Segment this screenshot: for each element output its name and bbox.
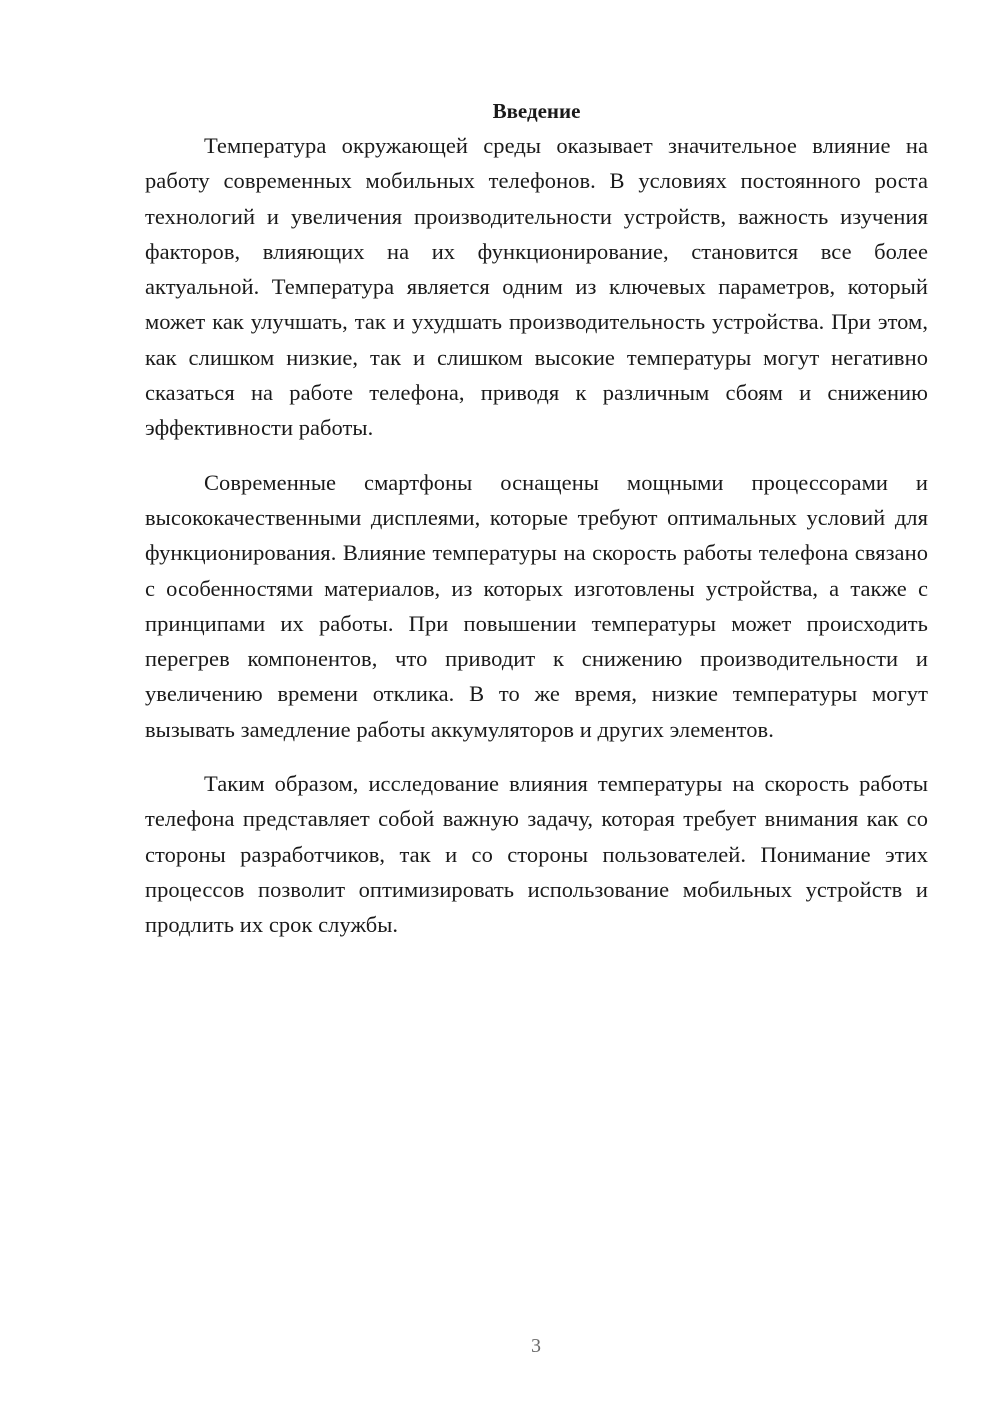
paragraph-2: Современные смартфоны оснащены мощными процессорами и высококачественными дисплеями, которые требуют оптимальных условий для функционирования. Влияние температуры на скорость работы телефона связано с особенностями материалов, из которых изготовлены устройства, а также с принципами их работы. При повышении температуры может происходить перегрев компонентов, что приводит к снижению производительности и увеличению времени отклика. В то же время, низкие температуры могут вызывать замедление работы аккумуляторов и других элементов. bbox=[145, 469, 928, 742]
paragraph-3: Таким образом, исследование влияния температуры на скорость работы телефона представляет собой важную задачу, которая требует внимания как со стороны разработчиков, так и со стороны пользователей. Понимание этих процессов позволит оптимизировать использование мобильных устройств и продлить их срок службы. bbox=[145, 771, 928, 938]
page-body bbox=[145, 96, 928, 943]
page-number: 3 bbox=[531, 1335, 541, 1357]
paragraph-1: Температура окружающей среды оказывает значительное влияние на работу современных мобильных телефонов. В условиях постоянного роста технологий и увеличения производительности устройств, важность изучения факторов, влияющих на их функционирование, становится все более актуальной. Температура является одним из ключевых параметров, который может как улучшать, так и ухудшать производительность устройства. При этом, как слишком низкие, так и слишком высокие температуры могут негативно сказаться на работе телефона, приводя к различным сбоям и снижению эффективности работы. bbox=[145, 133, 928, 441]
section-heading: Введение bbox=[492, 99, 581, 123]
